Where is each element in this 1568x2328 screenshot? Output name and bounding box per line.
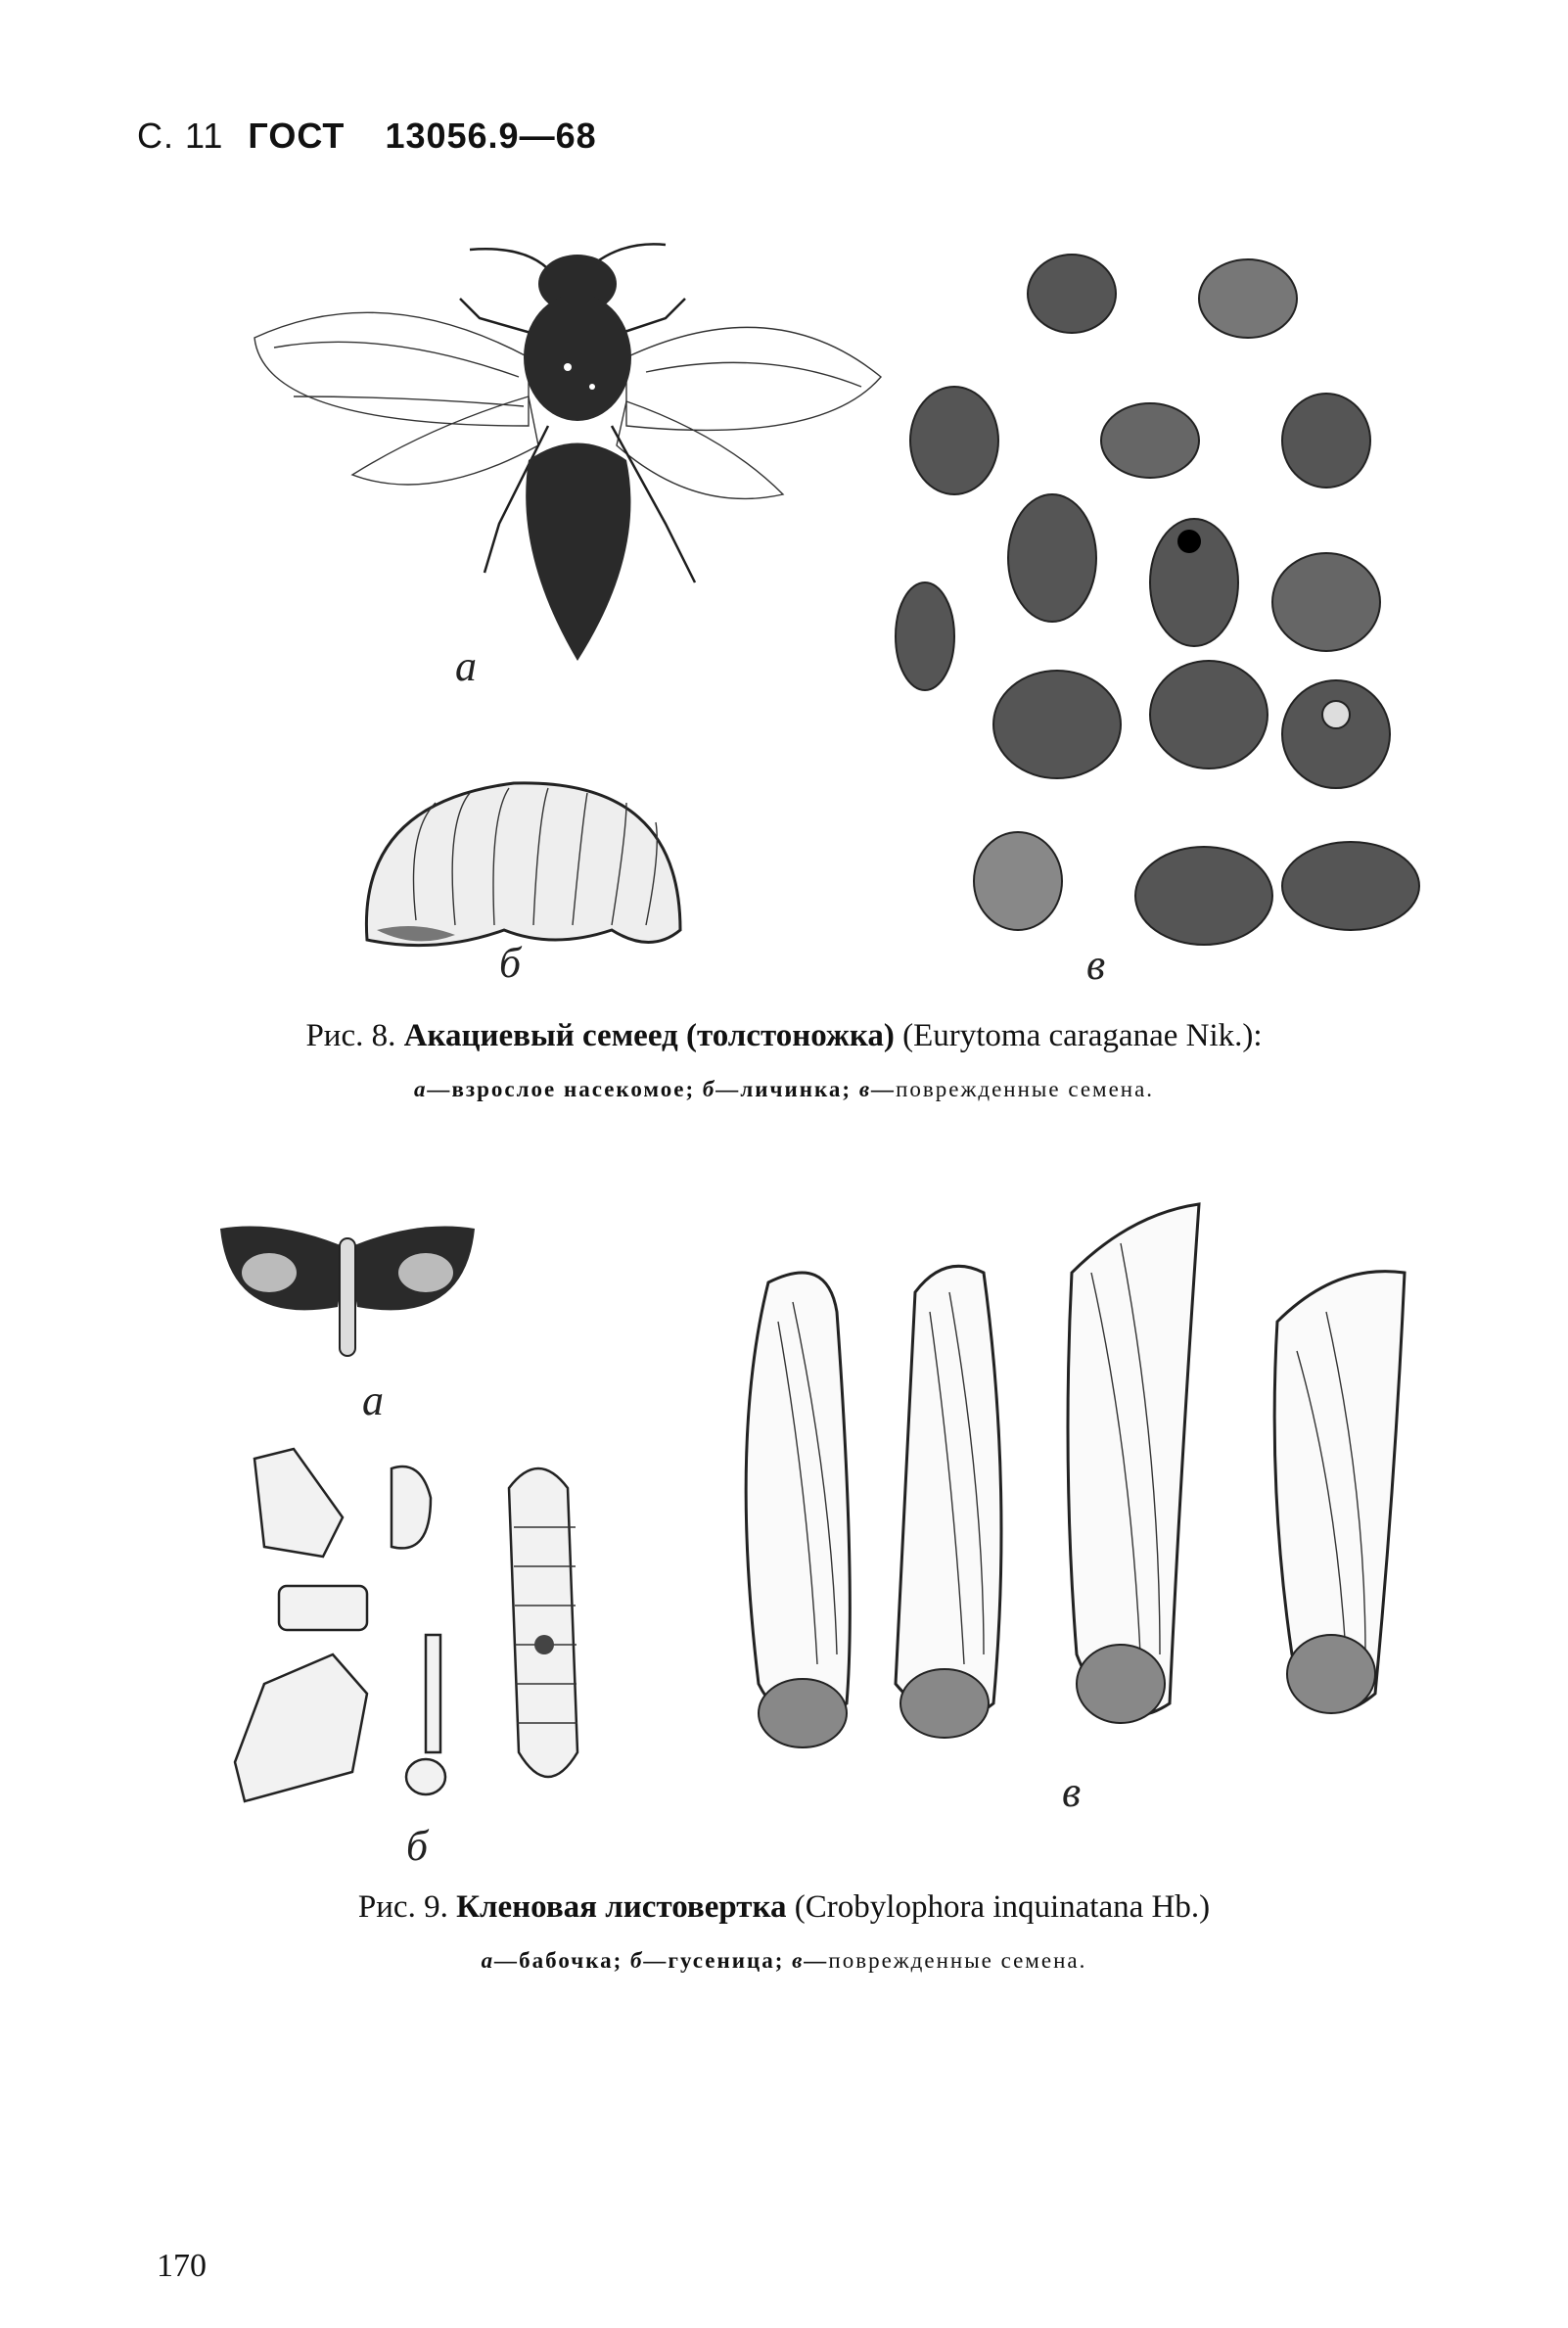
fig9-caterpillar-illustration	[225, 1439, 666, 1840]
fig8-text-a: взрослое насекомое;	[451, 1077, 696, 1101]
fig9-damaged-samaras-illustration	[690, 1194, 1444, 1772]
fig9-key-b: б—	[630, 1948, 669, 1973]
fig8-label-v: в	[1086, 941, 1106, 989]
fig9-caption-title: Кленовая листовертка	[456, 1889, 787, 1925]
standard-name: ГОСТ	[248, 116, 346, 156]
fig9-label-a: а	[362, 1376, 384, 1424]
fig9-caption-latin: (Crobylophora inquinatana Hb.)	[794, 1889, 1211, 1925]
fig9-key-v: в—	[792, 1948, 829, 1973]
fig8-text-b: личинка;	[740, 1077, 853, 1101]
fig8-damaged-seeds-illustration	[900, 245, 1449, 969]
fig9-caption	[0, 1889, 1568, 1926]
fig8-larva-illustration	[357, 764, 690, 959]
fig9-label-b: б	[406, 1822, 429, 1870]
fig8-label-b: б	[499, 939, 522, 987]
fig8-label-a: а	[455, 642, 477, 690]
fig8-caption-latin: (Eurytoma caraganae Nik.):	[902, 1018, 1263, 1053]
fig9-key-a: а—	[481, 1948, 520, 1973]
fig9-caption-prefix: Рис. 9.	[357, 1889, 448, 1925]
fig8-caption-title: Акациевый семеед (толстоножка)	[403, 1018, 895, 1053]
fig9-text-b: гусеница;	[668, 1948, 785, 1973]
fig8-key-a: а—	[413, 1077, 452, 1101]
fig9-label-v: в	[1062, 1768, 1082, 1816]
fig9-text-v: поврежденные семена.	[828, 1948, 1087, 1973]
fig8-adult-insect-illustration	[235, 230, 900, 680]
fig9-subcaption	[0, 1948, 1568, 1974]
fig8-caption	[0, 1018, 1568, 1054]
page-ref: С. 11	[137, 116, 224, 156]
fig8-key-v: в—	[858, 1077, 897, 1101]
page-header	[137, 116, 597, 157]
fig8-caption-prefix: Рис. 8.	[305, 1018, 396, 1053]
page-number: 170	[157, 2248, 207, 2284]
standard-number: 13056.9—68	[385, 116, 597, 156]
fig8-subcaption	[0, 1077, 1568, 1102]
fig9-moth-illustration	[220, 1219, 475, 1375]
fig8-key-b: б—	[702, 1077, 741, 1101]
fig9-text-a: бабочка;	[519, 1948, 623, 1973]
fig8-text-v: поврежденные семена.	[896, 1077, 1155, 1101]
